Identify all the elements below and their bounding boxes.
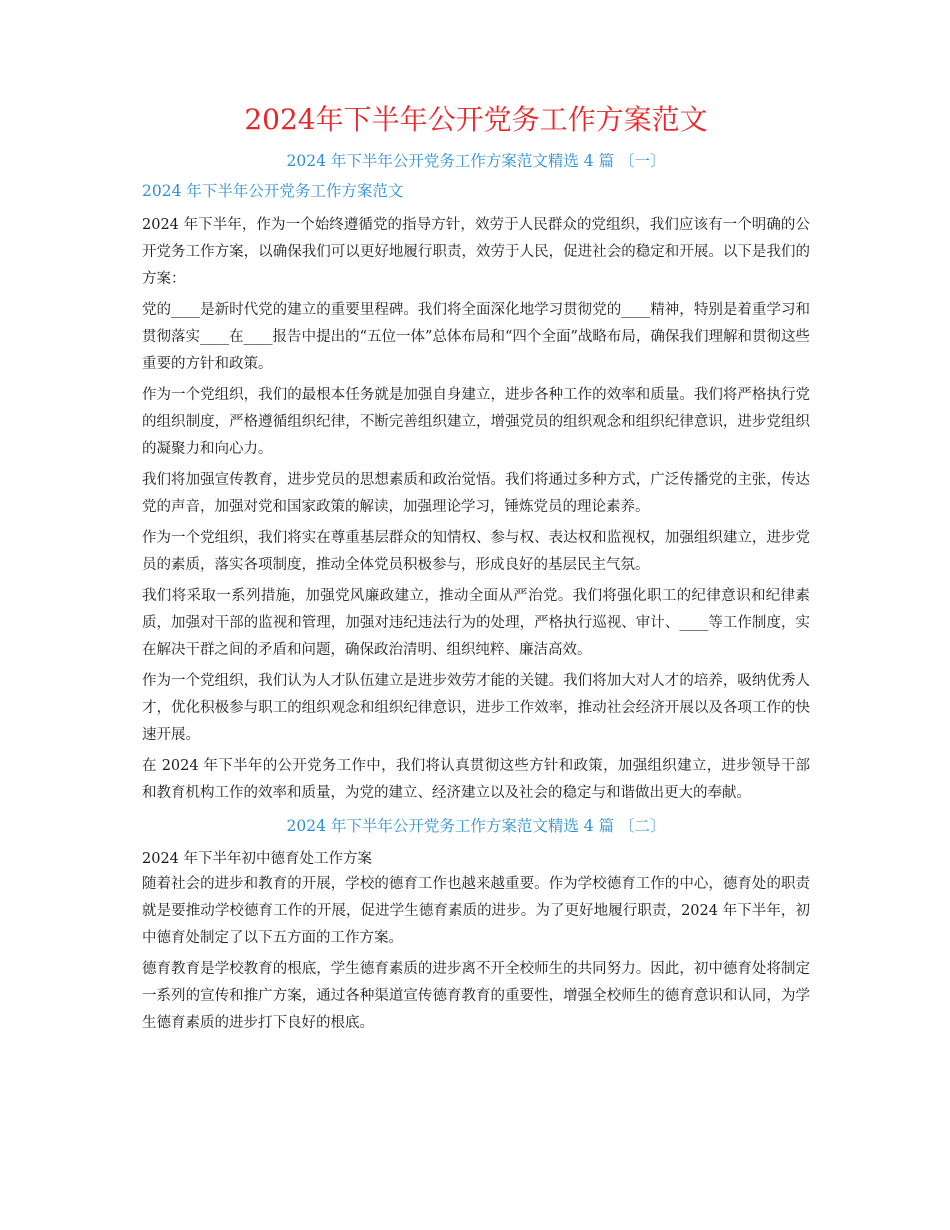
- section1-paragraph: 我们将加强宣传教育，进步党员的思想素质和政治觉悟。我们将通过多种方式，广泛传播党的主张，传达党的声音，加强对党和国家政策的解读，加强理论学习，锤炼党员的理论素养。: [142, 472, 810, 515]
- section1-paragraph: 作为一个党组织，我们将实在尊重基层群众的知情权、参与权、表达权和监视权，加强组织建立，进步党员的素质，落实各项制度，推动全体党员积极参与，形成良好的基层民主气氛。: [142, 530, 810, 573]
- section1-subheading: 2024 年下半年公开党务工作方案范文: [142, 182, 404, 200]
- section1-paragraph: 党的____是新时代党的建立的重要里程碑。我们将全面深化地学习贯彻党的____精神，特别是着重学习和贯彻落实____在____报告中提出的“五位一体”总体布局和“四个全面”战略布局，确保我们理解和贯彻这些重要的方针和政策。: [142, 302, 810, 372]
- section2-subtitle: 2024 年下半年初中德育处工作方案: [142, 851, 373, 867]
- section2-paragraph: 随着社会的进步和教育的开展，学校的德育工作也越来越重要。作为学校德育工作的中心，德育处的职责就是要推动学校德育工作的开展，促进学生德育素质的进步。为了更好地履行职责，2024 年下半年，初中德育处制定了以下五方面的工作方案。: [142, 876, 810, 946]
- section1-paragraph: 我们将采取一系列措施，加强党风廉政建立，推动全面从严治党。我们将强化职工的纪律意识和纪律素质，加强对干部的监视和管理，加强对违纪违法行为的处理，严格执行巡视、审计、____等工作制度，实在解决干群之间的矛盾和问题，确保政治清明、组织纯粹、廉洁高效。: [142, 588, 810, 658]
- section1-heading: 2024 年下半年公开党务工作方案范文精选 4 篇 〔一〕: [286, 152, 666, 170]
- section2-paragraph: 德育教育是学校教育的根底，学生德育素质的进步离不开全校师生的共同努力。因此，初中德育处将制定一系列的宣传和推广方案，通过各种渠道宣传德育教育的重要性，增强全校师生的德育意识和认同，为学生德育素质的进步打下良好的根底。: [142, 961, 810, 1031]
- section2-heading: 2024 年下半年公开党务工作方案范文精选 4 篇 〔二〕: [286, 817, 666, 835]
- section1-paragraph: 在 2024 年下半年的公开党务工作中，我们将认真贯彻这些方针和政策，加强组织建立，进步领导干部和教育机构工作的效率和质量，为党的建立、经济建立以及社会的稳定与和谐做出更大的奉献。: [142, 758, 810, 801]
- section1-paragraph: 2024 年下半年，作为一个始终遵循党的指导方针，效劳于人民群众的党组织，我们应该有一个明确的公开党务工作方案，以确保我们可以更好地履行职责，效劳于人民，促进社会的稳定和开展。以下是我们的方案：: [142, 217, 810, 287]
- document-title: 2024年下半年公开党务工作方案范文: [244, 103, 708, 136]
- section1-paragraph: 作为一个党组织，我们认为人才队伍建立是进步效劳才能的关键。我们将加大对人才的培养，吸纳优秀人才，优化积极参与职工的组织观念和组织纪律意识，进步工作效率，推动社会经济开展以及各项工作的快速开展。: [142, 673, 810, 743]
- section1-paragraph: 作为一个党组织，我们的最根本任务就是加强自身建立，进步各种工作的效率和质量。我们将严格执行党的组织制度，严格遵循组织纪律，不断完善组织建立，增强党员的组织观念和组织纪律意识，进步党组织的凝聚力和向心力。: [142, 387, 810, 457]
